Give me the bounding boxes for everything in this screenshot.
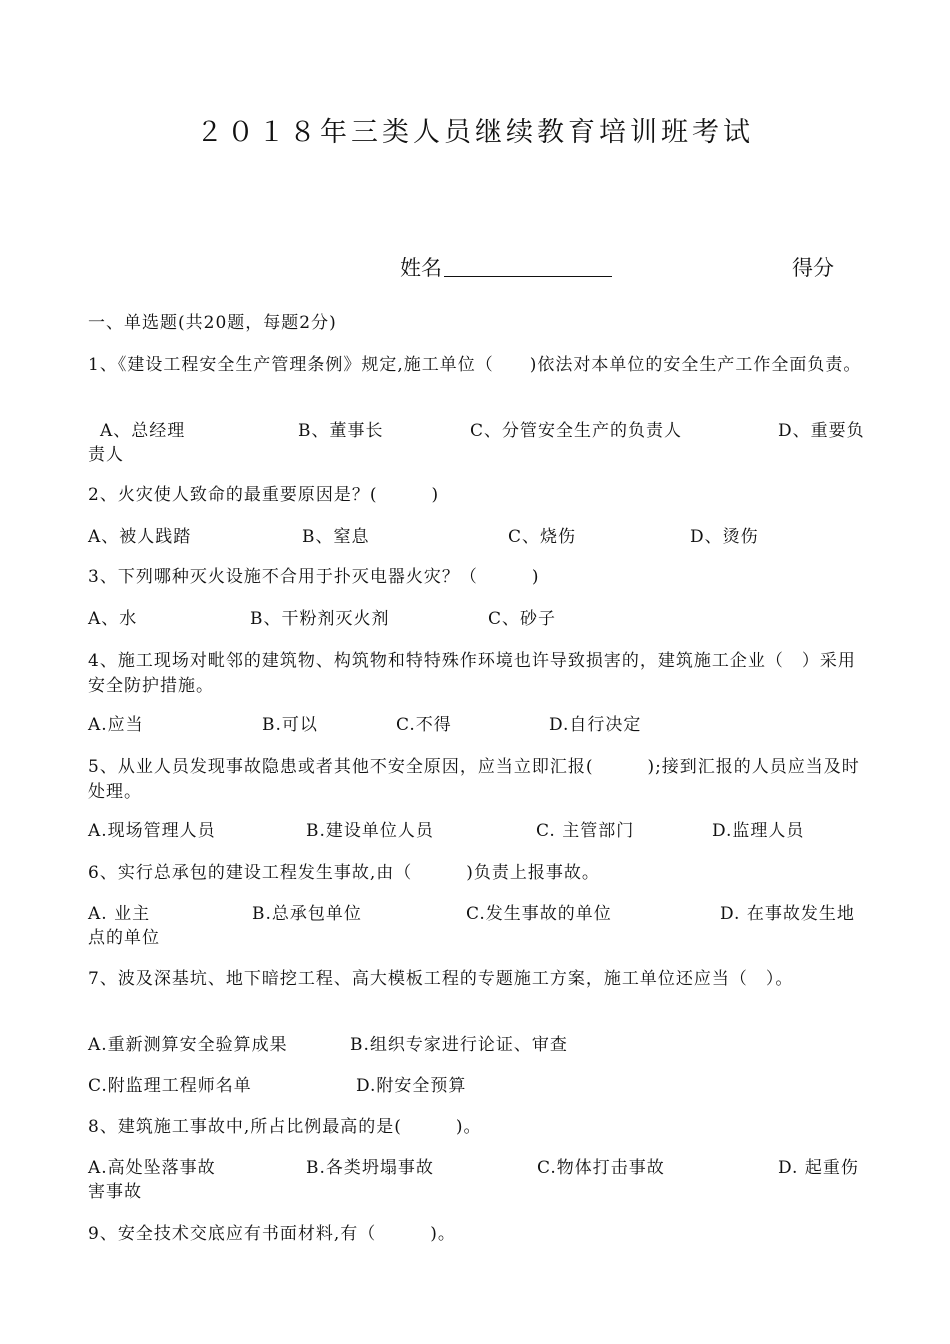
q2-option-b: B、窒息 [302,527,370,547]
q7-option-c: C.附监理工程师名单 [88,1076,252,1096]
q8-option-d: D. 起重伤 [778,1158,859,1178]
question-3: 3、下列哪种灭火设施不合用于扑灭电器火灾？（ ) [88,567,540,587]
question-8: 8、建筑施工事故中,所占比例最高的是( )。 [88,1117,482,1137]
question-2: 2、火灾使人致命的最重要原因是？( ) [88,485,440,505]
question-9: 9、安全技术交底应有书面材料,有（ )。 [88,1224,456,1244]
q7-option-d: D.附安全预算 [356,1076,467,1096]
q8-option-d-wrap: 害事故 [88,1182,142,1202]
q2-option-a: A、被人践踏 [88,527,192,547]
q1-option-c: C、分管安全生产的负责人 [470,421,683,441]
q3-option-c: C、砂子 [488,609,557,629]
q3-option-b: B、干粉剂灭火剂 [250,609,390,629]
question-4: 4、施工现场对毗邻的建筑物、构筑物和特特殊作环境也许导致损害的，建筑施工企业（ ）采用安全防护措施。 [88,651,856,696]
question-1: 1、《建设工程安全生产管理条例》规定,施工单位（ )依法对本单位的安全生产工作全面负责。 [88,355,862,375]
question-6: 6、实行总承包的建设工程发生事故,由（ )负责上报事故。 [88,863,600,883]
question-5: 5、从业人员发现事故隐患或者其他不安全原因，应当立即汇报( );接到汇报的人员应当及时处理。 [88,757,860,802]
section-heading: 一、单选题(共20题，每题2分) [88,313,337,333]
q7-option-b: B.组织专家进行论证、审查 [350,1035,568,1055]
q1-option-b: B、董事长 [298,421,384,441]
q7-option-a: A.重新测算安全验算成果 [88,1035,288,1055]
q4-option-c: C.不得 [396,715,452,735]
q1-option-a: A、总经理 [100,421,186,441]
q5-option-c: C. 主管部门 [536,821,635,841]
q6-option-c: C.发生事故的单位 [466,904,612,924]
q8-option-b: B.各类坍塌事故 [306,1158,434,1178]
q5-option-a: A.现场管理人员 [88,821,216,841]
q5-option-b: B.建设单位人员 [306,821,434,841]
q2-option-c: C、烧伤 [508,527,577,547]
page-title: ２０１８年三类人员继续教育培训班考试 [196,117,754,148]
name-blank-line[interactable] [444,276,612,277]
name-label: 姓名 [400,256,442,280]
question-7: 7、波及深基坑、地下暗挖工程、高大模板工程的专题施工方案，施工单位还应当（ ）。 [88,969,794,989]
score-label: 得分 [792,256,834,280]
q4-option-d: D.自行决定 [549,715,642,735]
q4-option-a: A.应当 [88,715,144,735]
q6-option-d-wrap: 点的单位 [88,928,160,948]
q1-option-d-wrap: 责人 [88,445,124,465]
q5-option-d: D.监理人员 [712,821,805,841]
q6-option-a: A. 业主 [88,904,151,924]
q6-option-b: B.总承包单位 [252,904,362,924]
q4-option-b: B.可以 [262,715,318,735]
q8-option-c: C.物体打击事故 [537,1158,665,1178]
q6-option-d: D. 在事故发生地 [720,904,855,924]
q1-option-d: D、重要负 [778,421,865,441]
q2-option-d: D、烫伤 [690,527,759,547]
q8-option-a: A.高处坠落事故 [88,1158,216,1178]
q3-option-a: A、水 [88,609,138,629]
